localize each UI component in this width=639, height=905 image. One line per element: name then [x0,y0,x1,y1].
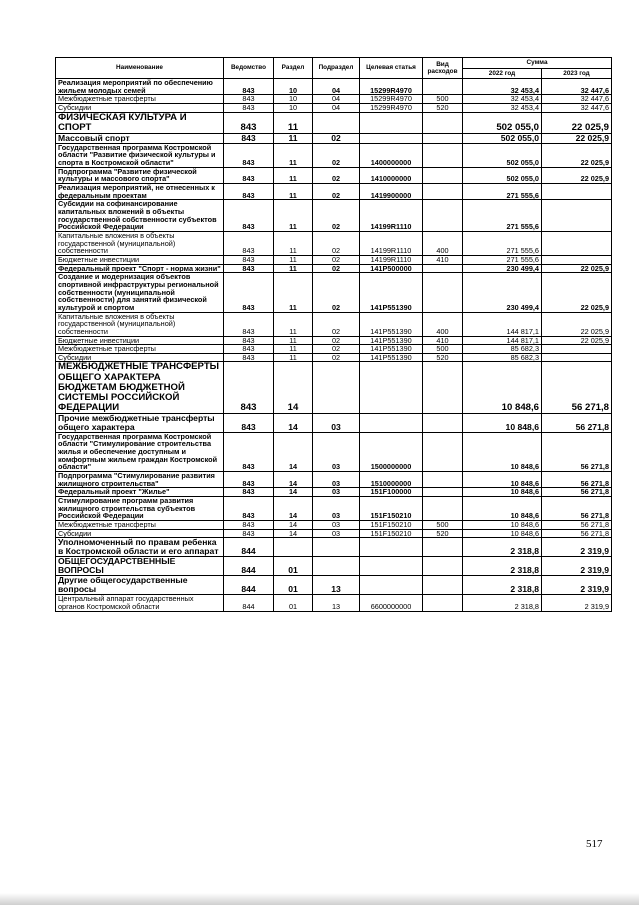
cell-subsection: 02 [313,312,360,336]
cell-2023: 22 025,9 [542,336,612,345]
cell-dept: 843 [224,345,274,354]
cell-section: 11 [274,231,313,255]
cell-target: 1500000000 [360,432,423,471]
table-row [56,143,612,167]
scan-edge [0,893,639,905]
cell-2023 [542,231,612,255]
cell-dept: 843 [224,432,274,471]
header-sum: Сумма [463,58,612,69]
cell-exp-type [423,200,463,232]
header-section: Раздел [274,58,313,79]
cell-2022: 144 817,1 [463,312,542,336]
cell-subsection: 04 [313,103,360,112]
table-row [56,432,612,471]
cell-section: 14 [274,529,313,538]
cell-section: 11 [274,345,313,354]
cell-target: 151F150210 [360,529,423,538]
cell-exp-type: 410 [423,336,463,345]
cell-target: 141P551390 [360,336,423,345]
cell-2022: 85 682,3 [463,353,542,362]
cell-section: 01 [274,576,313,595]
header-year-2022: 2022 год [463,69,542,79]
cell-exp-type [423,576,463,595]
cell-section [274,538,313,557]
cell-section: 01 [274,557,313,576]
cell-2023 [542,353,612,362]
cell-target: 151F100000 [360,488,423,497]
cell-2022: 271 555,6 [463,255,542,264]
cell-2022: 2 318,8 [463,576,542,595]
cell-subsection: 04 [313,95,360,104]
cell-subsection: 02 [313,133,360,143]
cell-target: 1410000000 [360,167,423,183]
table-row [56,184,612,200]
header-dept: Ведомство [224,58,274,79]
cell-exp-type: 400 [423,231,463,255]
cell-section: 11 [274,336,313,345]
cell-subsection: 02 [313,353,360,362]
table-body [56,79,612,612]
cell-2022: 10 848,6 [463,529,542,538]
cell-target: 6600000000 [360,595,423,611]
cell-name: Капитальные вложения в объекты государственной (муниципальной) собственности [56,231,224,255]
cell-exp-type: 400 [423,312,463,336]
cell-2023: 22 025,9 [542,112,612,133]
cell-dept: 843 [224,413,274,432]
cell-exp-type: 500 [423,521,463,530]
page-number: 517 [586,838,603,850]
cell-2023: 2 319,9 [542,576,612,595]
cell-exp-type [423,167,463,183]
table-row [56,200,612,232]
cell-name: Государственная программа Костромской области "Стимулирование строительства жилья и обеспечение доступным и комфортным жильем граждан Костромской области" [56,432,224,471]
cell-2022: 10 848,6 [463,497,542,521]
cell-target [360,112,423,133]
cell-dept: 843 [224,184,274,200]
table-row [56,79,612,95]
cell-exp-type: 520 [423,529,463,538]
cell-dept: 844 [224,538,274,557]
cell-exp-type: 520 [423,353,463,362]
cell-2022: 502 055,0 [463,143,542,167]
cell-subsection: 02 [313,345,360,354]
cell-name: Реализация мероприятий по обеспечению жильем молодых семей [56,79,224,95]
cell-2023: 22 025,9 [542,143,612,167]
cell-dept: 844 [224,595,274,611]
cell-exp-type [423,264,463,273]
cell-2022: 230 499,4 [463,273,542,312]
cell-name: Субсидии [56,353,224,362]
cell-target: 14199R1110 [360,231,423,255]
cell-subsection: 03 [313,488,360,497]
cell-2022: 271 555,6 [463,200,542,232]
cell-exp-type [423,184,463,200]
cell-2022: 10 848,6 [463,521,542,530]
cell-target: 141P551390 [360,273,423,312]
table-row [56,497,612,521]
cell-subsection: 02 [313,184,360,200]
table-row [56,167,612,183]
cell-target [360,538,423,557]
cell-name: МЕЖБЮДЖЕТНЫЕ ТРАНСФЕРТЫ ОБЩЕГО ХАРАКТЕРА БЮДЖЕТАМ БЮДЖЕТНОЙ СИСТЕМЫ РОССИЙСКОЙ ФЕДЕРАЦИИ [56,362,224,413]
cell-subsection: 13 [313,595,360,611]
cell-target: 14199R1110 [360,200,423,232]
cell-target: 14199R1110 [360,255,423,264]
cell-exp-type [423,497,463,521]
cell-section: 14 [274,488,313,497]
cell-subsection: 02 [313,336,360,345]
cell-2022: 85 682,3 [463,345,542,354]
cell-dept: 843 [224,255,274,264]
cell-section: 14 [274,413,313,432]
cell-subsection: 03 [313,472,360,488]
cell-name: Государственная программа Костромской области "Развитие физической культуры и спорта в Костромской области" [56,143,224,167]
cell-target: 141P551390 [360,312,423,336]
cell-section: 14 [274,497,313,521]
cell-2022: 32 453,4 [463,95,542,104]
cell-2023: 32 447,6 [542,95,612,104]
header-subsection: Подраздел [313,58,360,79]
cell-2022: 144 817,1 [463,336,542,345]
cell-dept: 843 [224,112,274,133]
cell-exp-type [423,595,463,611]
cell-2023 [542,345,612,354]
cell-exp-type [423,538,463,557]
table-row [56,557,612,576]
table-row [56,413,612,432]
cell-2022: 10 848,6 [463,413,542,432]
cell-2022: 502 055,0 [463,167,542,183]
cell-exp-type [423,112,463,133]
cell-name: Подпрограмма "Стимулирование развития жилищного строительства" [56,472,224,488]
cell-target: 1400000000 [360,143,423,167]
cell-exp-type: 500 [423,95,463,104]
cell-section: 14 [274,432,313,471]
cell-2023: 56 271,8 [542,488,612,497]
cell-2023 [542,200,612,232]
cell-2022: 10 848,6 [463,472,542,488]
cell-section: 10 [274,103,313,112]
cell-name: Массовый спорт [56,133,224,143]
cell-target [360,576,423,595]
cell-name: Федеральный проект "Жилье" [56,488,224,497]
table-row [56,538,612,557]
cell-name: Стимулирование программ развития жилищного строительства субъектов Российской Федерации [56,497,224,521]
cell-dept: 843 [224,133,274,143]
cell-exp-type [423,273,463,312]
cell-target [360,362,423,413]
cell-section: 10 [274,95,313,104]
cell-subsection: 04 [313,79,360,95]
cell-dept: 843 [224,200,274,232]
table-row [56,312,612,336]
cell-target: 141P500000 [360,264,423,273]
cell-target: 15299R4970 [360,95,423,104]
cell-subsection: 03 [313,432,360,471]
cell-target: 1510000000 [360,472,423,488]
cell-section: 11 [274,167,313,183]
cell-dept: 843 [224,95,274,104]
cell-target: 141P551390 [360,353,423,362]
cell-2023: 2 319,9 [542,595,612,611]
cell-2023 [542,255,612,264]
cell-exp-type [423,488,463,497]
cell-2022: 271 555,6 [463,184,542,200]
header-year-2023: 2023 год [542,69,612,79]
cell-dept: 844 [224,557,274,576]
cell-subsection: 02 [313,273,360,312]
header-name: Наименование [56,58,224,79]
cell-exp-type: 410 [423,255,463,264]
cell-section: 11 [274,264,313,273]
table-row [56,112,612,133]
cell-2023: 56 271,8 [542,432,612,471]
cell-dept: 843 [224,264,274,273]
budget-table [55,57,612,612]
cell-exp-type [423,79,463,95]
cell-subsection: 03 [313,413,360,432]
cell-dept: 843 [224,231,274,255]
cell-name: Создание и модернизация объектов спортивной инфраструктуры региональной собственности (муниципальной собственности) для занятий физической культурой и спортом [56,273,224,312]
cell-section: 14 [274,362,313,413]
cell-section: 11 [274,312,313,336]
cell-section: 01 [274,595,313,611]
cell-subsection: 02 [313,167,360,183]
cell-2022: 502 055,0 [463,112,542,133]
cell-dept: 843 [224,472,274,488]
table-row [56,103,612,112]
cell-2022: 2 318,8 [463,595,542,611]
cell-name: Субсидии [56,529,224,538]
cell-2023: 22 025,9 [542,264,612,273]
cell-2023: 56 271,8 [542,362,612,413]
cell-subsection: 13 [313,576,360,595]
cell-exp-type [423,432,463,471]
cell-subsection [313,362,360,413]
cell-name: ФИЗИЧЕСКАЯ КУЛЬТУРА И СПОРТ [56,112,224,133]
cell-2023: 22 025,9 [542,312,612,336]
cell-subsection: 03 [313,521,360,530]
cell-name: ОБЩЕГОСУДАРСТВЕННЫЕ ВОПРОСЫ [56,557,224,576]
cell-section: 11 [274,143,313,167]
cell-subsection: 02 [313,143,360,167]
table-row [56,231,612,255]
cell-exp-type: 520 [423,103,463,112]
cell-section: 11 [274,133,313,143]
cell-target: 151F150210 [360,521,423,530]
cell-name: Подпрограмма "Развитие физической культуры и массового спорта" [56,167,224,183]
cell-2023: 32 447,6 [542,103,612,112]
table-row [56,273,612,312]
cell-2022: 10 848,6 [463,488,542,497]
cell-2023: 22 025,9 [542,167,612,183]
cell-2023: 2 319,9 [542,557,612,576]
cell-target: 1419900000 [360,184,423,200]
cell-2023: 56 271,8 [542,521,612,530]
header-exp-type: Вид расходов [423,58,463,79]
cell-2023: 32 447,6 [542,79,612,95]
cell-2022: 2 318,8 [463,557,542,576]
cell-exp-type [423,472,463,488]
cell-subsection [313,538,360,557]
cell-target: 15299R4970 [360,103,423,112]
cell-name: Бюджетные инвестиции [56,255,224,264]
cell-target: 15299R4970 [360,79,423,95]
cell-exp-type: 500 [423,345,463,354]
cell-name: Межбюджетные трансферты [56,95,224,104]
cell-dept: 843 [224,167,274,183]
cell-dept: 843 [224,312,274,336]
cell-dept: 843 [224,79,274,95]
cell-2023: 56 271,8 [542,472,612,488]
cell-name: Субсидии [56,103,224,112]
cell-dept: 843 [224,336,274,345]
cell-dept: 843 [224,273,274,312]
cell-dept: 843 [224,497,274,521]
cell-subsection: 03 [313,497,360,521]
cell-subsection: 02 [313,231,360,255]
cell-section: 11 [274,184,313,200]
cell-target: 141P551390 [360,345,423,354]
cell-section: 11 [274,112,313,133]
cell-2023: 56 271,8 [542,497,612,521]
cell-name: Реализация мероприятий, не отнесенных к федеральным проектам [56,184,224,200]
cell-dept: 843 [224,362,274,413]
cell-subsection: 02 [313,200,360,232]
table-row [56,576,612,595]
cell-target: 151F150210 [360,497,423,521]
table-header [56,58,612,79]
cell-target [360,133,423,143]
cell-name: Уполномоченный по правам ребенка в Костромской области и его аппарат [56,538,224,557]
cell-2023: 22 025,9 [542,133,612,143]
cell-section: 11 [274,255,313,264]
table-row [56,255,612,264]
cell-subsection: 02 [313,255,360,264]
cell-2023: 22 025,9 [542,273,612,312]
cell-name: Межбюджетные трансферты [56,521,224,530]
table-row [56,595,612,611]
cell-section: 10 [274,79,313,95]
cell-section: 14 [274,521,313,530]
cell-exp-type [423,413,463,432]
cell-target [360,557,423,576]
cell-name: Другие общегосударственные вопросы [56,576,224,595]
cell-2023: 56 271,8 [542,529,612,538]
table-row [56,133,612,143]
cell-dept: 843 [224,103,274,112]
cell-section: 14 [274,472,313,488]
cell-name: Бюджетные инвестиции [56,336,224,345]
table-row [56,472,612,488]
cell-2022: 10 848,6 [463,362,542,413]
cell-2023 [542,184,612,200]
cell-2023: 56 271,8 [542,413,612,432]
cell-dept: 843 [224,353,274,362]
cell-2022: 230 499,4 [463,264,542,273]
cell-section: 11 [274,200,313,232]
cell-2022: 502 055,0 [463,133,542,143]
cell-name: Субсидии на софинансирование капитальных вложений в объекты государственной собственности субъектов Российской Федерации [56,200,224,232]
cell-2022: 32 453,4 [463,103,542,112]
cell-dept: 843 [224,143,274,167]
cell-2022: 2 318,8 [463,538,542,557]
cell-2022: 32 453,4 [463,79,542,95]
cell-exp-type [423,362,463,413]
cell-name: Центральный аппарат государственных органов Костромской области [56,595,224,611]
cell-2022: 271 555,6 [463,231,542,255]
cell-dept: 843 [224,529,274,538]
cell-subsection [313,112,360,133]
cell-exp-type [423,557,463,576]
cell-name: Прочие межбюджетные трансферты общего характера [56,413,224,432]
cell-exp-type [423,133,463,143]
cell-2022: 10 848,6 [463,432,542,471]
cell-name: Межбюджетные трансферты [56,345,224,354]
cell-exp-type [423,143,463,167]
cell-2023: 2 319,9 [542,538,612,557]
cell-dept: 843 [224,488,274,497]
cell-dept: 844 [224,576,274,595]
cell-subsection: 02 [313,264,360,273]
cell-section: 11 [274,273,313,312]
table-row [56,362,612,413]
cell-target [360,413,423,432]
cell-section: 11 [274,353,313,362]
cell-dept: 843 [224,521,274,530]
header-target: Целевая статья [360,58,423,79]
cell-subsection [313,557,360,576]
cell-subsection: 03 [313,529,360,538]
table-row [56,521,612,530]
cell-name: Капитальные вложения в объекты государственной (муниципальной) собственности [56,312,224,336]
cell-name: Федеральный проект "Спорт - норма жизни" [56,264,224,273]
